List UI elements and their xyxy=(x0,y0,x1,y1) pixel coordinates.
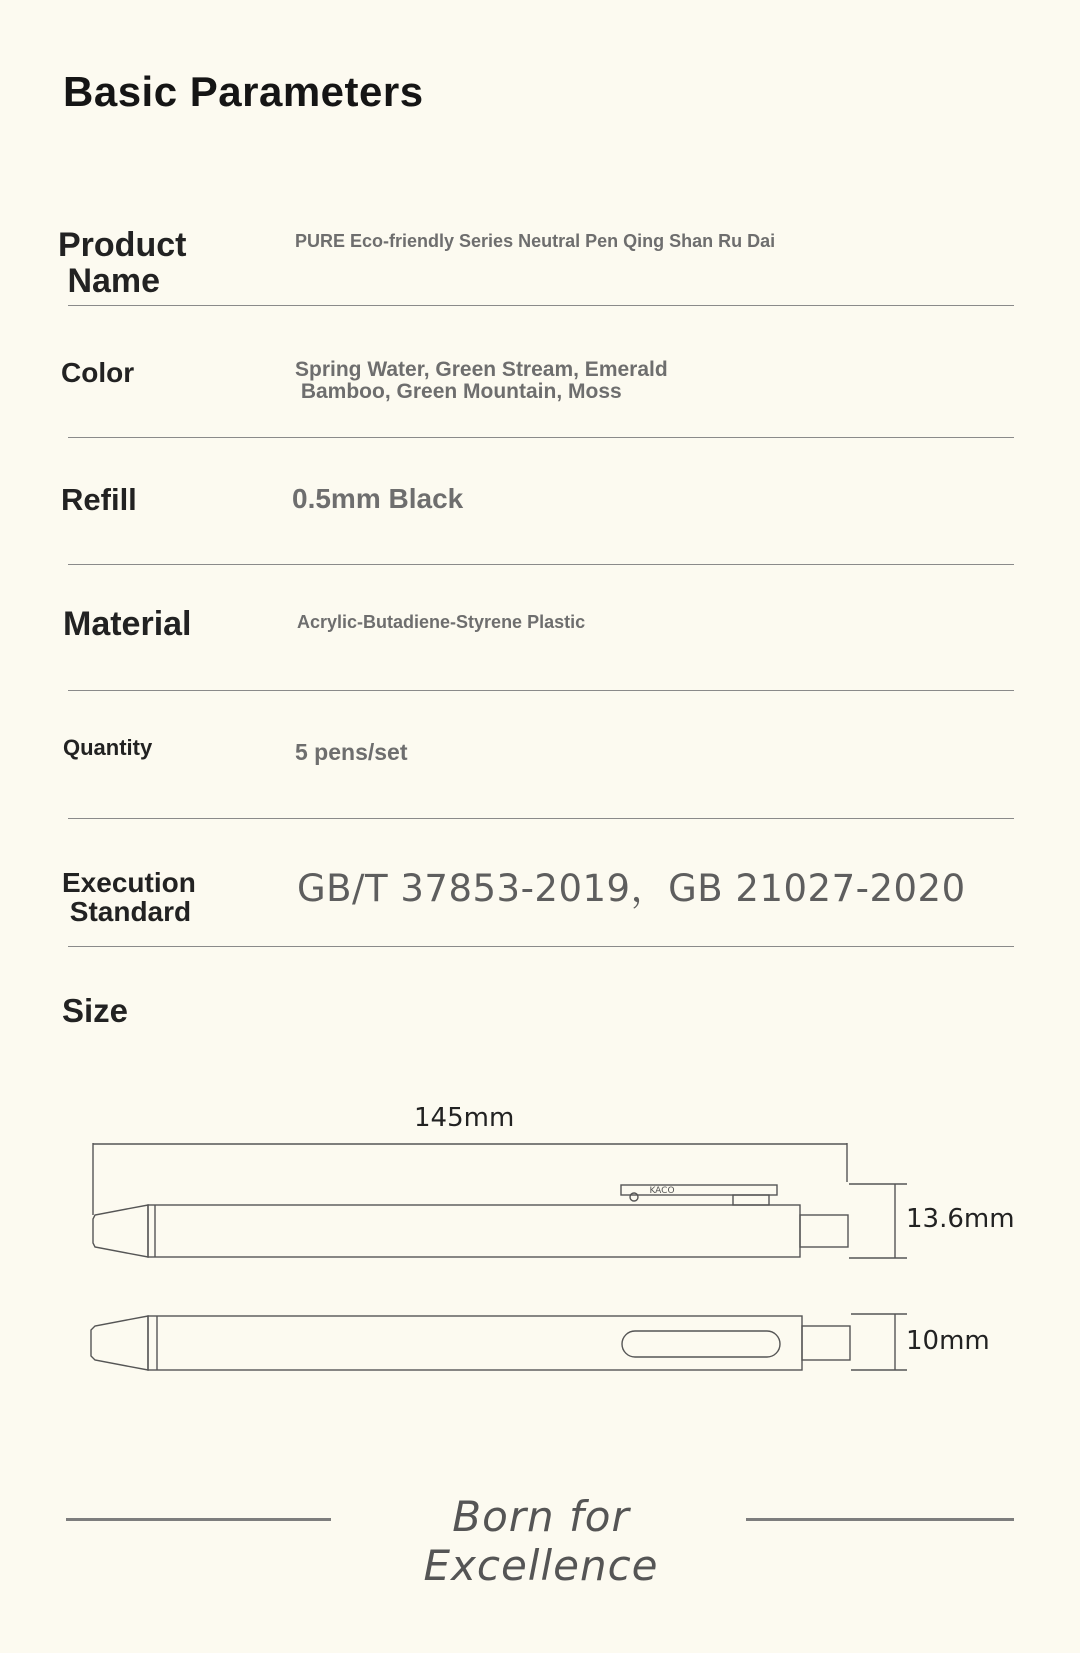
diameter-label: 10mm xyxy=(906,1326,990,1356)
value-quantity: 5 pens/set xyxy=(295,739,408,765)
label-execution-standard: Execution Standard xyxy=(62,867,196,928)
clip-height-label: 13.6mm xyxy=(906,1204,1015,1234)
divider xyxy=(68,690,1014,691)
divider xyxy=(68,946,1014,947)
length-label: 145mm xyxy=(414,1103,515,1133)
label-size: Size xyxy=(62,992,129,1029)
slogan-divider-right xyxy=(746,1518,1014,1521)
divider xyxy=(68,564,1014,565)
value-color: Spring Water, Green Stream, Emerald Bamboo, Green Mountain, Moss xyxy=(295,358,668,403)
slogan-divider-left xyxy=(66,1518,331,1521)
label-quantity: Quantity xyxy=(63,735,153,760)
clip-logo-text: KACO xyxy=(649,1186,675,1196)
divider xyxy=(68,305,1014,306)
page-title: Basic Parameters xyxy=(63,68,424,115)
label-color: Color xyxy=(61,357,135,388)
label-material: Material xyxy=(63,605,192,643)
value-material: Acrylic-Butadiene-Styrene Plastic xyxy=(297,612,586,632)
divider xyxy=(68,818,1014,819)
value-refill: 0.5mm Black xyxy=(292,483,464,514)
value-product-name: PURE Eco-friendly Series Neutral Pen Qing Shan Ru Dai xyxy=(295,231,776,251)
label-refill: Refill xyxy=(61,482,137,517)
pen-side-view xyxy=(93,1185,848,1257)
pen-top-view xyxy=(91,1316,850,1370)
label-product-name: Product Name xyxy=(58,226,187,300)
value-execution-standard: GB/T 37853-2019，GB 21027-2020 xyxy=(297,867,966,910)
divider xyxy=(68,437,1014,438)
slogan: Born for Excellence xyxy=(423,1492,659,1590)
